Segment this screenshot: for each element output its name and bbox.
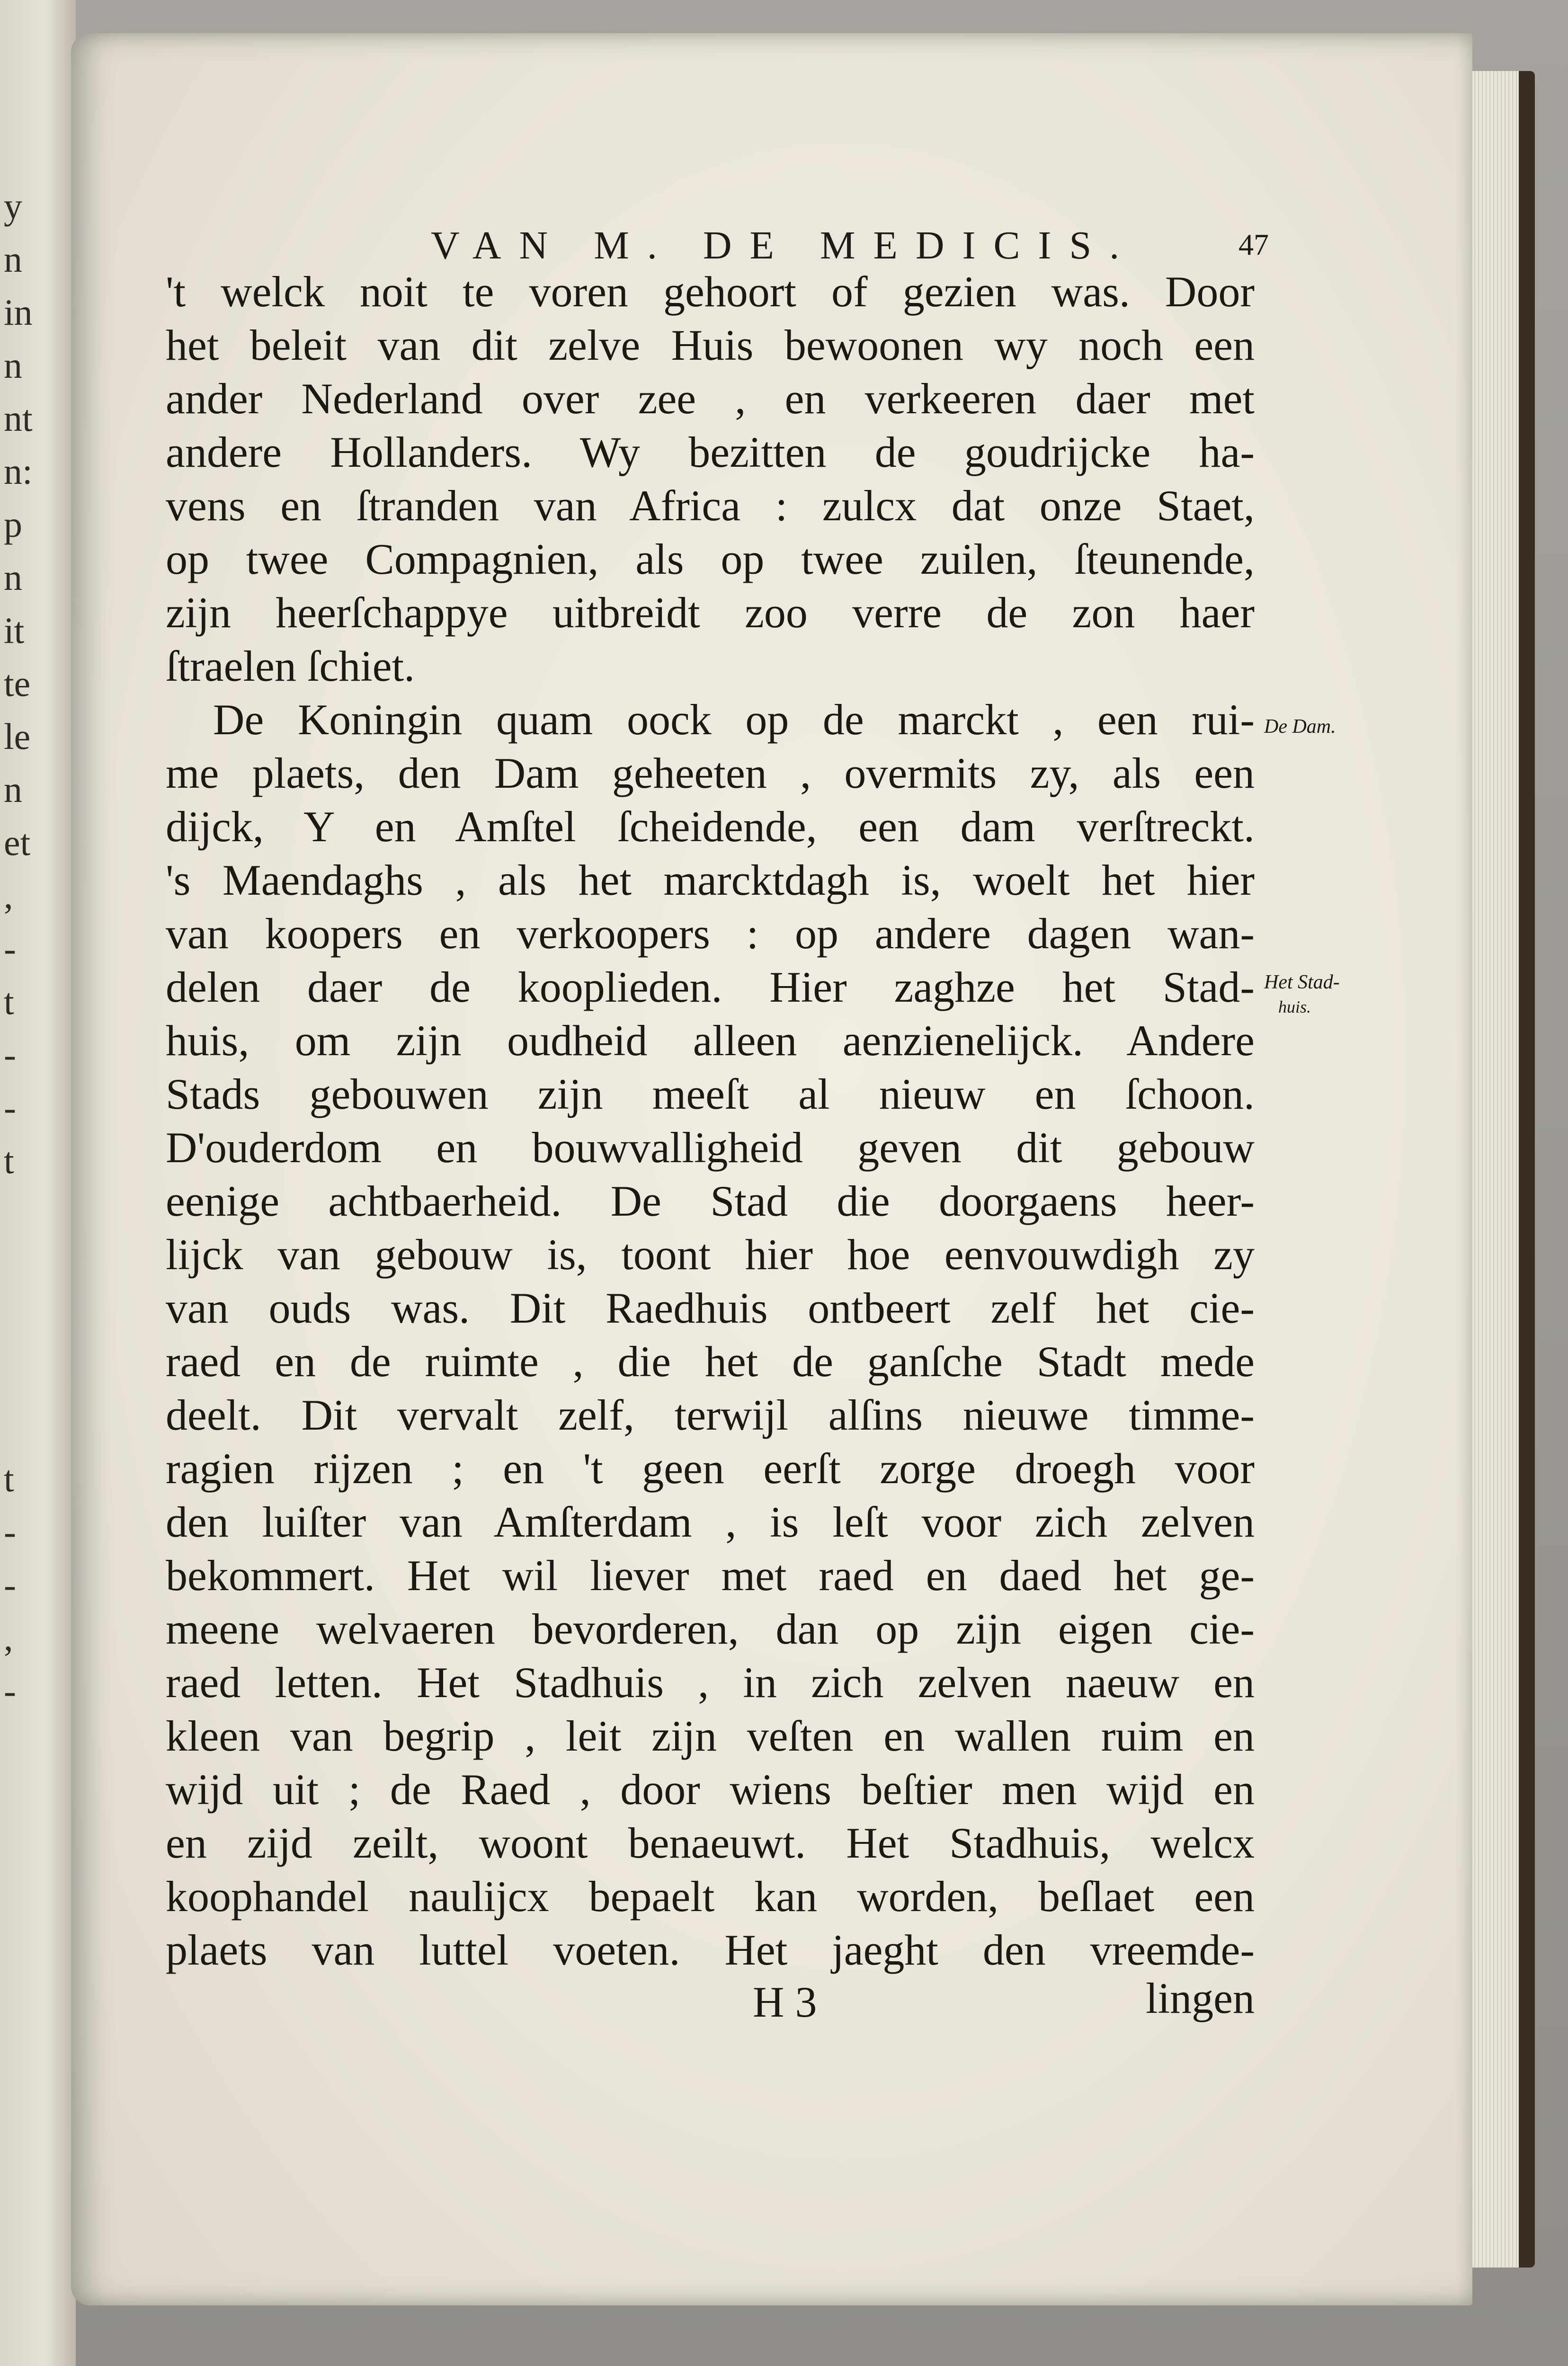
sidenote-het-stadhuis-line1: Het Stad-	[1264, 971, 1340, 993]
text-line: den luiſter van Amſterdam , is leſt voor zich zelven	[166, 1498, 1255, 1546]
text-line: dijck, Y en Amſtel ſcheidende, een dam verſtreckt.	[166, 802, 1255, 851]
text-line: kleen van begrip , leit zijn veſten en wallen ruim en	[166, 1712, 1255, 1760]
text-line: D'ouderdom en bouwvalligheid geven dit gebouw	[166, 1123, 1255, 1172]
previous-page-fragment: -	[4, 928, 16, 969]
running-head	[166, 194, 1269, 267]
text-line: van koopers en verkoopers : op andere dagen wan-	[166, 909, 1255, 958]
previous-page-fragment: -	[4, 1670, 16, 1711]
text-line: delen daer de kooplieden. Hier zaghze het Stad-	[166, 963, 1255, 1011]
text-line: 't welck noit te voren gehoort of gezien was. Door	[166, 267, 1255, 316]
previous-page-fragment	[4, 1717, 70, 1770]
previous-page-fragment: et	[4, 822, 31, 863]
previous-page-fragment: t	[4, 981, 14, 1022]
text-line: De Koningin quam oock op de marckt , een rui-	[213, 695, 1255, 744]
text-line: wijd uit ; de Raed , door wiens beſtier men wijd en	[166, 1765, 1255, 1814]
text-line: andere Hollanders. Wy bezitten de goudrijcke ha-	[166, 428, 1255, 476]
text-line: ander Nederland over zee , en verkeeren daer met	[166, 374, 1255, 423]
text-line: op twee Compagnien, als op twee zuilen, ſteunende,	[166, 535, 1255, 583]
previous-page-fragment: -	[4, 1511, 16, 1552]
previous-page-fragment: n:	[4, 451, 33, 492]
sidenote-de-dam: De Dam.	[1264, 716, 1336, 738]
previous-page-fragment: ,	[4, 875, 13, 916]
previous-page-fragment: ,	[4, 1617, 13, 1658]
previous-page-fragment: n	[4, 557, 22, 598]
previous-page-fragment: it	[4, 610, 25, 651]
previous-page-fragment	[4, 1187, 70, 1240]
text-line: deelt. Dit vervalt zelf, terwijl alſins nieuwe timme-	[166, 1391, 1255, 1439]
body-text	[166, 265, 1255, 1977]
text-line: en zijd zeilt, woont benaeuwt. Het Stadhuis, welcx	[166, 1819, 1255, 1867]
text-line: me plaets, den Dam geheeten , overmits zy, als een	[166, 749, 1255, 797]
previous-page-edge	[0, 0, 76, 2366]
catchword: lingen	[1146, 1974, 1255, 2022]
previous-page-text-fragments	[4, 180, 70, 1770]
page-footer	[166, 1974, 1255, 2043]
text-line: ragien rijzen ; en 't geen eerſt zorge droegh voor	[166, 1444, 1255, 1493]
previous-page-fragment: in	[4, 292, 33, 333]
text-line: raed letten. Het Stadhuis , in zich zelven naeuw en	[166, 1658, 1255, 1707]
sidenote-het-stadhuis-line2: huis.	[1278, 997, 1311, 1016]
previous-page-fragment: y	[4, 186, 22, 227]
previous-page-fragment: t	[4, 1458, 14, 1499]
text-line: plaets van luttel voeten. Het jaeght den vreemde-	[166, 1926, 1255, 1974]
previous-page-fragment: -	[4, 1564, 16, 1605]
text-line: huis, om zijn oudheid alleen aenzienelijck. Andere	[166, 1016, 1255, 1065]
previous-page-fragment: t	[4, 1140, 14, 1181]
text-line: koophandel naulijcx bepaelt kan worden, beſlaet een	[166, 1872, 1255, 1921]
text-line: meene welvaeren bevorderen, dan op zijn eigen cie-	[166, 1605, 1255, 1653]
previous-page-fragment	[4, 1399, 70, 1452]
previous-page-fragment: n	[4, 345, 22, 386]
text-line: ſtraelen ſchiet.	[166, 642, 415, 690]
text-line: 's Maendaghs , als het marcktdagh is, woelt het hier	[166, 856, 1255, 904]
text-line: zijn heerſchappye uitbreidt zoo verre de zon haer	[166, 588, 1255, 637]
text-line: van ouds was. Dit Raedhuis ontbeert zelf het cie-	[166, 1284, 1255, 1332]
previous-page-fragment: n	[4, 769, 22, 810]
running-title: VAN M. DE MEDICIS.	[431, 223, 1138, 267]
previous-page-fragment: p	[4, 504, 22, 545]
text-line: bekommert. Het wil liever met raed en daed het ge-	[166, 1551, 1255, 1600]
previous-page-fragment	[4, 1240, 70, 1293]
text-line: raed en de ruimte , die het de ganſche Stadt mede	[166, 1337, 1255, 1386]
page-number: 47	[1238, 228, 1269, 261]
previous-page-fragment: nt	[4, 398, 33, 439]
previous-page-fragment: -	[4, 1087, 16, 1128]
previous-page-fragment	[4, 1346, 70, 1399]
previous-page-fragment: -	[4, 1034, 16, 1075]
previous-page-fragment: le	[4, 716, 31, 757]
text-line: Stads gebouwen zijn meeſt al nieuw en ſchoon.	[166, 1070, 1255, 1118]
text-line: het beleit van dit zelve Huis bewoonen wy noch een	[166, 321, 1255, 369]
previous-page-fragment	[4, 1293, 70, 1346]
text-line: vens en ſtranden van Africa : zulcx dat onze Staet,	[166, 481, 1255, 530]
text-line: lijck van gebouw is, toont hier hoe eenvouwdigh zy	[166, 1230, 1255, 1279]
page-text-block	[166, 194, 1269, 2043]
text-line: eenige achtbaerheid. De Stad die doorgaens heer-	[166, 1177, 1255, 1225]
book-page	[71, 33, 1472, 2305]
previous-page-fragment: te	[4, 663, 31, 704]
signature-mark: H 3	[753, 1978, 817, 2026]
previous-page-fragment: n	[4, 239, 22, 280]
